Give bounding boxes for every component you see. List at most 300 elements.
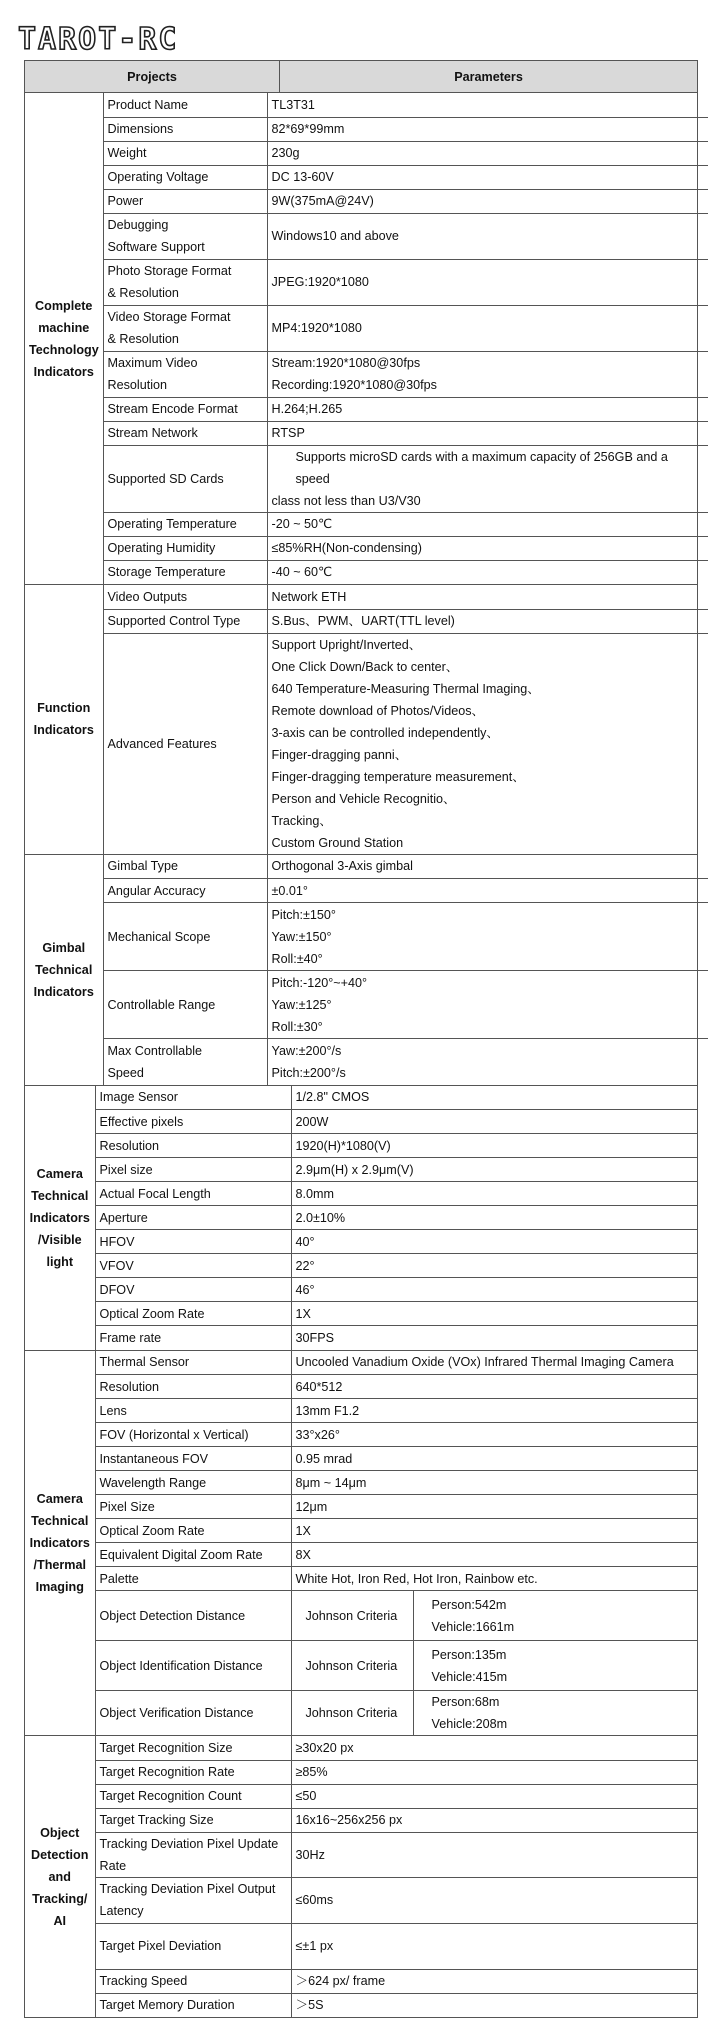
s1-table: [25, 93, 708, 584]
spec-value-line: Finger-dragging temperature measurement、: [271, 769, 525, 784]
spec-value: [291, 1969, 698, 1993]
s2-category-line: Indicators: [33, 723, 94, 738]
spec-key-line: Optical Zoom Rate: [99, 1523, 205, 1538]
table-row: [25, 1351, 698, 1375]
spec-key-line: Thermal Sensor: [99, 1355, 190, 1370]
spec-value-line: Yaw:±200°/s: [271, 1043, 342, 1058]
spec-key-line: Actual Focal Length: [99, 1186, 211, 1201]
spec-value-line: 1/2.8" CMOS: [295, 1090, 370, 1105]
table-row: [25, 633, 708, 854]
spec-value-line: Person and Vehicle Recognitio、: [271, 791, 456, 806]
spec-value-line: 8X: [295, 1547, 311, 1562]
spec-value: [267, 93, 708, 117]
s5-category-line: Technical: [31, 1513, 89, 1528]
spec-value-line: 82*69*99mm: [271, 122, 345, 136]
s3-section-cell: [25, 854, 698, 1085]
spec-key: [95, 1134, 291, 1158]
spec-value: [291, 1923, 698, 1969]
spec-value-line: Support Upright/Inverted、: [271, 637, 422, 652]
spec-value-line: Recording:1920*1080@30fps: [271, 378, 437, 392]
table-row: [25, 259, 708, 305]
spec-value-line: 16x16~256x256 px: [295, 1813, 403, 1827]
brand-logo-text: TAROT-RC: [18, 22, 179, 57]
spec-key: [95, 1423, 291, 1447]
s6-section: [25, 1736, 698, 2018]
spec-key-line: Stream Network: [107, 426, 198, 440]
s6-category: [25, 1736, 95, 2017]
table-row: [25, 1993, 698, 2017]
spec-value: [267, 165, 708, 189]
spec-value-line: 640*512: [295, 1379, 343, 1394]
table-row: [25, 1447, 698, 1471]
spec-value: [413, 1591, 698, 1641]
table-row: [25, 1326, 698, 1350]
s6-table: [25, 1736, 698, 2017]
spec-value: [267, 971, 708, 1039]
table-row: [25, 1641, 698, 1691]
spec-value-line: 230g: [271, 146, 300, 160]
table-row: [25, 397, 708, 421]
table-row: [25, 1278, 698, 1302]
spec-method: [291, 1641, 413, 1691]
spec-key-line: Object Detection Distance: [99, 1608, 246, 1623]
spec-value-line: Network ETH: [271, 589, 347, 604]
spec-key: [95, 1158, 291, 1182]
spec-key: [95, 1591, 291, 1641]
table-header-row: [25, 61, 698, 93]
spec-table: [24, 60, 698, 2018]
spec-key: [103, 93, 267, 117]
spec-value: [267, 1039, 708, 1085]
s1-category-line: Indicators: [33, 364, 94, 379]
spec-value-line: Uncooled Vanadium Oxide (VOx) Infrared Thermal Imaging Camera: [295, 1355, 674, 1370]
spec-key: [95, 1254, 291, 1278]
table-row: [25, 971, 708, 1039]
spec-key: [95, 1969, 291, 1993]
spec-value: [291, 1182, 698, 1206]
brand-logo-mark: [16, 18, 236, 58]
spec-key: [95, 1567, 291, 1591]
spec-key: [95, 1736, 291, 1760]
spec-key-line: Supported SD Cards: [107, 471, 224, 486]
spec-value-line: RTSP: [271, 426, 305, 440]
spec-key-line: Dimensions: [107, 122, 174, 136]
spec-key-line: Mechanical Scope: [107, 929, 211, 944]
spec-value-line: 1X: [295, 1523, 311, 1538]
spec-key: [103, 305, 267, 351]
spec-value-line: 46°: [295, 1282, 315, 1297]
spec-key-line: & Resolution: [107, 286, 179, 300]
spec-value-line: Windows10 and above: [271, 229, 399, 243]
spec-key: [103, 585, 267, 609]
spec-value-line: Custom Ground Station: [271, 835, 404, 850]
spec-value-line: 2.0±10%: [295, 1210, 346, 1225]
spec-key: [103, 903, 267, 971]
spec-value-line: Orthogonal 3-Axis gimbal: [271, 859, 413, 874]
s6-category-line: and: [48, 1869, 71, 1884]
spec-key: [95, 1302, 291, 1326]
spec-value: [267, 903, 708, 971]
spec-key-line: Video Storage Format: [107, 310, 231, 324]
spec-value-line: ≤85%RH(Non-condensing): [271, 541, 422, 555]
spec-value-line: Vehicle:1661m: [431, 1619, 515, 1634]
spec-value-line: 1X: [295, 1306, 311, 1321]
spec-key-line: Speed: [107, 1065, 144, 1080]
spec-key-line: Tracking Deviation Pixel Update: [99, 1836, 279, 1851]
spec-value: [413, 1691, 698, 1736]
spec-value-line: ≤±1 px: [295, 1939, 334, 1953]
spec-key-line: Target Memory Duration: [99, 1998, 235, 2013]
spec-key: [103, 560, 267, 584]
spec-value: [413, 1641, 698, 1691]
spec-key-line: Operating Voltage: [107, 170, 209, 184]
s4-category-line: Technical: [31, 1188, 89, 1203]
s5-category-line: Imaging: [35, 1579, 84, 1594]
spec-value-line: 2.9μm(H) x 2.9μm(V): [295, 1162, 414, 1177]
spec-value: [267, 213, 708, 259]
s5-category-line: Indicators: [29, 1535, 90, 1550]
table-row: [25, 585, 708, 609]
s4-section-cell: [25, 1085, 698, 1350]
spec-key-line: Software Support: [107, 240, 205, 254]
spec-value-line: H.264;H.265: [271, 402, 343, 416]
table-row: [25, 903, 708, 971]
spec-key-line: Controllable Range: [107, 997, 216, 1012]
spec-value-line: 0.95 mrad: [295, 1451, 353, 1466]
table-row: [25, 141, 708, 165]
spec-key-line: Photo Storage Format: [107, 264, 232, 278]
spec-key: [103, 397, 267, 421]
spec-value: [291, 1495, 698, 1519]
s5-section: [25, 1350, 698, 1736]
spec-value: [291, 1877, 698, 1923]
spec-value-line: TL3T31: [271, 97, 315, 112]
spec-value-line: 200W: [295, 1114, 329, 1129]
spec-key-line: HFOV: [99, 1234, 135, 1249]
spec-value: [267, 189, 708, 213]
spec-value-line: ＞624 px/ frame: [295, 1974, 386, 1988]
table-row: [25, 1230, 698, 1254]
spec-value: [291, 1278, 698, 1302]
spec-key-line: Video Outputs: [107, 589, 188, 604]
spec-value: [291, 1519, 698, 1543]
spec-value-line: Pitch:±150°: [271, 907, 336, 922]
spec-value: [267, 141, 708, 165]
spec-key-line: Tracking Deviation Pixel Output: [99, 1882, 276, 1896]
spec-key-line: Target Tracking Size: [99, 1813, 214, 1827]
spec-value-line: Roll:±30°: [271, 1019, 323, 1034]
spec-value-line: 3-axis can be controlled independently、: [271, 725, 500, 740]
table-row: [25, 1495, 698, 1519]
s3-section: [25, 854, 698, 1085]
table-row: [25, 512, 708, 536]
s2-section-cell: [25, 585, 698, 855]
table-row: [25, 560, 708, 584]
spec-value: [267, 585, 708, 609]
spec-key-line: Storage Temperature: [107, 565, 226, 580]
spec-key: [103, 536, 267, 560]
spec-value-line: DC 13-60V: [271, 170, 334, 184]
table-row: [25, 1182, 698, 1206]
spec-value-line: Person:542m: [431, 1597, 507, 1612]
spec-key: [95, 1808, 291, 1832]
spec-key: [95, 1326, 291, 1350]
spec-key-line: Max Controllable: [107, 1043, 202, 1058]
spec-key: [95, 1206, 291, 1230]
spec-key: [103, 165, 267, 189]
spec-value-line: 8μm ~ 14μm: [295, 1475, 367, 1490]
s1-section-cell: [25, 93, 698, 585]
spec-value-line: ＞5S: [295, 1998, 324, 2013]
spec-key-line: Resolution: [99, 1138, 160, 1153]
spec-value: [291, 1254, 698, 1278]
spec-key-line: Frame rate: [99, 1330, 162, 1345]
s4-table: [25, 1086, 698, 1350]
spec-value: [267, 633, 708, 854]
spec-key-line: Target Recognition Count: [99, 1789, 242, 1803]
table-row: [25, 609, 708, 633]
table-row: [25, 1519, 698, 1543]
s5-table: [25, 1351, 698, 1736]
spec-method: [291, 1591, 413, 1641]
spec-key-line: Wavelength Range: [99, 1475, 207, 1490]
s3-category-line: Indicators: [33, 984, 94, 999]
spec-key-line: Lens: [99, 1403, 127, 1418]
spec-value-line: 9W(375mA@24V): [271, 194, 374, 208]
spec-value: [291, 1760, 698, 1784]
spec-value-line: 13mm F1.2: [295, 1403, 360, 1418]
table-row: [25, 1254, 698, 1278]
spec-value: [291, 1423, 698, 1447]
s3-category: [25, 855, 103, 1085]
table-row: [25, 1039, 708, 1085]
spec-key: [103, 609, 267, 633]
spec-value: [291, 1543, 698, 1567]
spec-key-line: Palette: [99, 1571, 139, 1586]
s3-category-line: Gimbal: [42, 940, 86, 955]
spec-value: [267, 421, 708, 445]
spec-key-line: Pixel size: [99, 1162, 153, 1177]
s5-category-line: Camera: [36, 1491, 83, 1506]
spec-value: [291, 1447, 698, 1471]
spec-value: [267, 855, 708, 879]
table-row: [25, 165, 708, 189]
spec-value-line: Supports microSD cards with a maximum capacity of 256GB and a speed: [295, 449, 668, 486]
spec-value-line: Vehicle:208m: [431, 1717, 508, 1731]
s2-category-line: Function: [37, 701, 91, 716]
spec-value: [291, 1471, 698, 1495]
s4-section: [25, 1085, 698, 1350]
s6-category-line: Object: [40, 1825, 80, 1840]
spec-key: [103, 971, 267, 1039]
spec-value: [267, 536, 708, 560]
spec-value-line: MP4:1920*1080: [271, 321, 362, 335]
spec-key: [95, 1832, 291, 1877]
spec-key-line: Operating Temperature: [107, 517, 237, 531]
spec-value-line: ≥30x20 px: [295, 1740, 354, 1755]
spec-value: [291, 1832, 698, 1877]
spec-value-line: 22°: [295, 1258, 315, 1273]
spec-table-body: [25, 93, 698, 2018]
spec-key-line: Instantaneous FOV: [99, 1451, 209, 1466]
table-row: [25, 1808, 698, 1832]
table-row: [25, 1543, 698, 1567]
table-row: [25, 1375, 698, 1399]
spec-key: [95, 1351, 291, 1375]
spec-value-line: -40 ~ 60℃: [271, 565, 333, 580]
s4-category: [25, 1086, 95, 1350]
spec-key-line: Debugging: [107, 218, 169, 232]
spec-value-line: 1920(H)*1080(V): [295, 1138, 391, 1153]
table-row: [25, 213, 708, 259]
spec-key: [95, 1495, 291, 1519]
spec-key-line: Object Verification Distance: [99, 1706, 254, 1720]
spec-value: [291, 1784, 698, 1808]
spec-value-line: Finger-dragging panni、: [271, 747, 408, 762]
s1-category-line: Complete: [35, 298, 93, 313]
spec-value-line: Yaw:±150°: [271, 929, 332, 944]
spec-key-line: Advanced Features: [107, 736, 217, 751]
table-row: [25, 1206, 698, 1230]
spec-value: [267, 512, 708, 536]
spec-value: [291, 1399, 698, 1423]
spec-key-line: Resolution: [107, 378, 168, 392]
s2-table: [25, 585, 708, 854]
s4-category-line: /Visible: [37, 1232, 82, 1247]
spec-value-line: Yaw:±125°: [271, 997, 332, 1012]
spec-key: [95, 1519, 291, 1543]
spec-key: [103, 189, 267, 213]
table-row: [25, 1969, 698, 1993]
s2-category: [25, 585, 103, 854]
spec-value: [291, 1230, 698, 1254]
s2-section: [25, 585, 698, 855]
table-row: [25, 351, 708, 397]
table-row: [25, 117, 708, 141]
spec-value-line: Stream:1920*1080@30fps: [271, 356, 421, 370]
spec-value: [291, 1736, 698, 1760]
spec-key: [95, 1182, 291, 1206]
spec-value: [291, 1351, 698, 1375]
spec-value-line: Person:135m: [431, 1647, 507, 1662]
spec-key-line: Supported Control Type: [107, 614, 241, 628]
s3-category-line: Technical: [35, 962, 93, 977]
spec-key: [103, 421, 267, 445]
s5-category-line: /Thermal: [33, 1557, 86, 1572]
spec-key-line: Latency: [99, 1904, 144, 1918]
spec-key: [95, 1375, 291, 1399]
s6-category-line: Tracking/: [32, 1891, 88, 1906]
table-row: [25, 1691, 698, 1736]
spec-key-line: Stream Encode Format: [107, 402, 238, 416]
spec-key: [103, 117, 267, 141]
table-row: [25, 189, 708, 213]
spec-value: [291, 1086, 698, 1110]
s5-section-cell: [25, 1350, 698, 1736]
table-row: [25, 1399, 698, 1423]
table-row: [25, 855, 708, 879]
s1-section: [25, 93, 698, 585]
spec-value: [267, 397, 708, 421]
spec-value-line: -20 ~ 50℃: [271, 517, 333, 531]
s1-category: [25, 93, 103, 584]
spec-value-line: 33°x26°: [295, 1427, 340, 1442]
spec-value: [291, 1567, 698, 1591]
spec-key-line: & Resolution: [107, 332, 179, 346]
spec-value-line: 640 Temperature-Measuring Thermal Imaging、: [271, 681, 540, 696]
table-row: [25, 879, 708, 903]
spec-value: [291, 1302, 698, 1326]
spec-value: [291, 1206, 698, 1230]
spec-key: [95, 1877, 291, 1923]
spec-value: [267, 117, 708, 141]
spec-value: [291, 1375, 698, 1399]
spec-value: [291, 1326, 698, 1350]
table-row: [25, 1567, 698, 1591]
spec-key-line: Maximum Video: [107, 356, 198, 370]
s3-table: [25, 855, 708, 1085]
spec-value: [267, 879, 708, 903]
s6-category-line: AI: [53, 1913, 67, 1928]
spec-key: [103, 512, 267, 536]
table-row: [25, 1877, 698, 1923]
spec-key: [103, 633, 267, 854]
spec-key: [95, 1760, 291, 1784]
spec-key: [95, 1086, 291, 1110]
spec-value-line: 12μm: [295, 1499, 328, 1514]
spec-value-line: Pitch:-120°~+40°: [271, 975, 367, 990]
table-row: [25, 305, 708, 351]
spec-value-line: One Click Down/Back to center、: [271, 659, 459, 674]
spec-key-line: Operating Humidity: [107, 541, 216, 555]
spec-key: [95, 1399, 291, 1423]
spec-key-line: Resolution: [99, 1379, 160, 1394]
spec-key: [95, 1230, 291, 1254]
spec-key-line: Product Name: [107, 97, 188, 112]
spec-key-line: Power: [107, 194, 144, 208]
spec-key: [95, 1691, 291, 1736]
spec-value: [291, 1808, 698, 1832]
spec-key-line: VFOV: [99, 1258, 134, 1273]
table-row: [25, 93, 708, 117]
spec-value: [291, 1158, 698, 1182]
table-row: [25, 1784, 698, 1808]
spec-value-line: ≤50: [295, 1789, 317, 1803]
header-projects: Projects: [25, 61, 280, 93]
spec-value-line: S.Bus、PWM、UART(TTL level): [271, 614, 455, 628]
spec-value-line: Tracking、: [271, 813, 332, 828]
spec-key-line: Equivalent Digital Zoom Rate: [99, 1547, 263, 1562]
table-row: [25, 421, 708, 445]
spec-value-line: 30Hz: [295, 1847, 325, 1862]
spec-value-line: class not less than U3/V30: [271, 493, 421, 508]
spec-key-line: Angular Accuracy: [107, 883, 206, 898]
spec-value-line: JPEG:1920*1080: [271, 275, 369, 289]
s4-category-line: light: [46, 1254, 74, 1269]
spec-key: [95, 1641, 291, 1691]
table-row: [25, 1760, 698, 1784]
spec-value-line: Person:68m: [431, 1695, 500, 1709]
spec-key-line: Rate: [99, 1858, 127, 1873]
s4-category-line: Camera: [36, 1166, 83, 1181]
s4-category-line: Indicators: [29, 1210, 90, 1225]
spec-method-line: Johnson Criteria: [305, 1658, 398, 1673]
spec-value: [267, 560, 708, 584]
spec-key: [95, 1543, 291, 1567]
table-row: [25, 1086, 698, 1110]
brand-logo: [16, 18, 236, 58]
spec-value-line: White Hot, Iron Red, Hot Iron, Rainbow etc.: [295, 1571, 538, 1586]
